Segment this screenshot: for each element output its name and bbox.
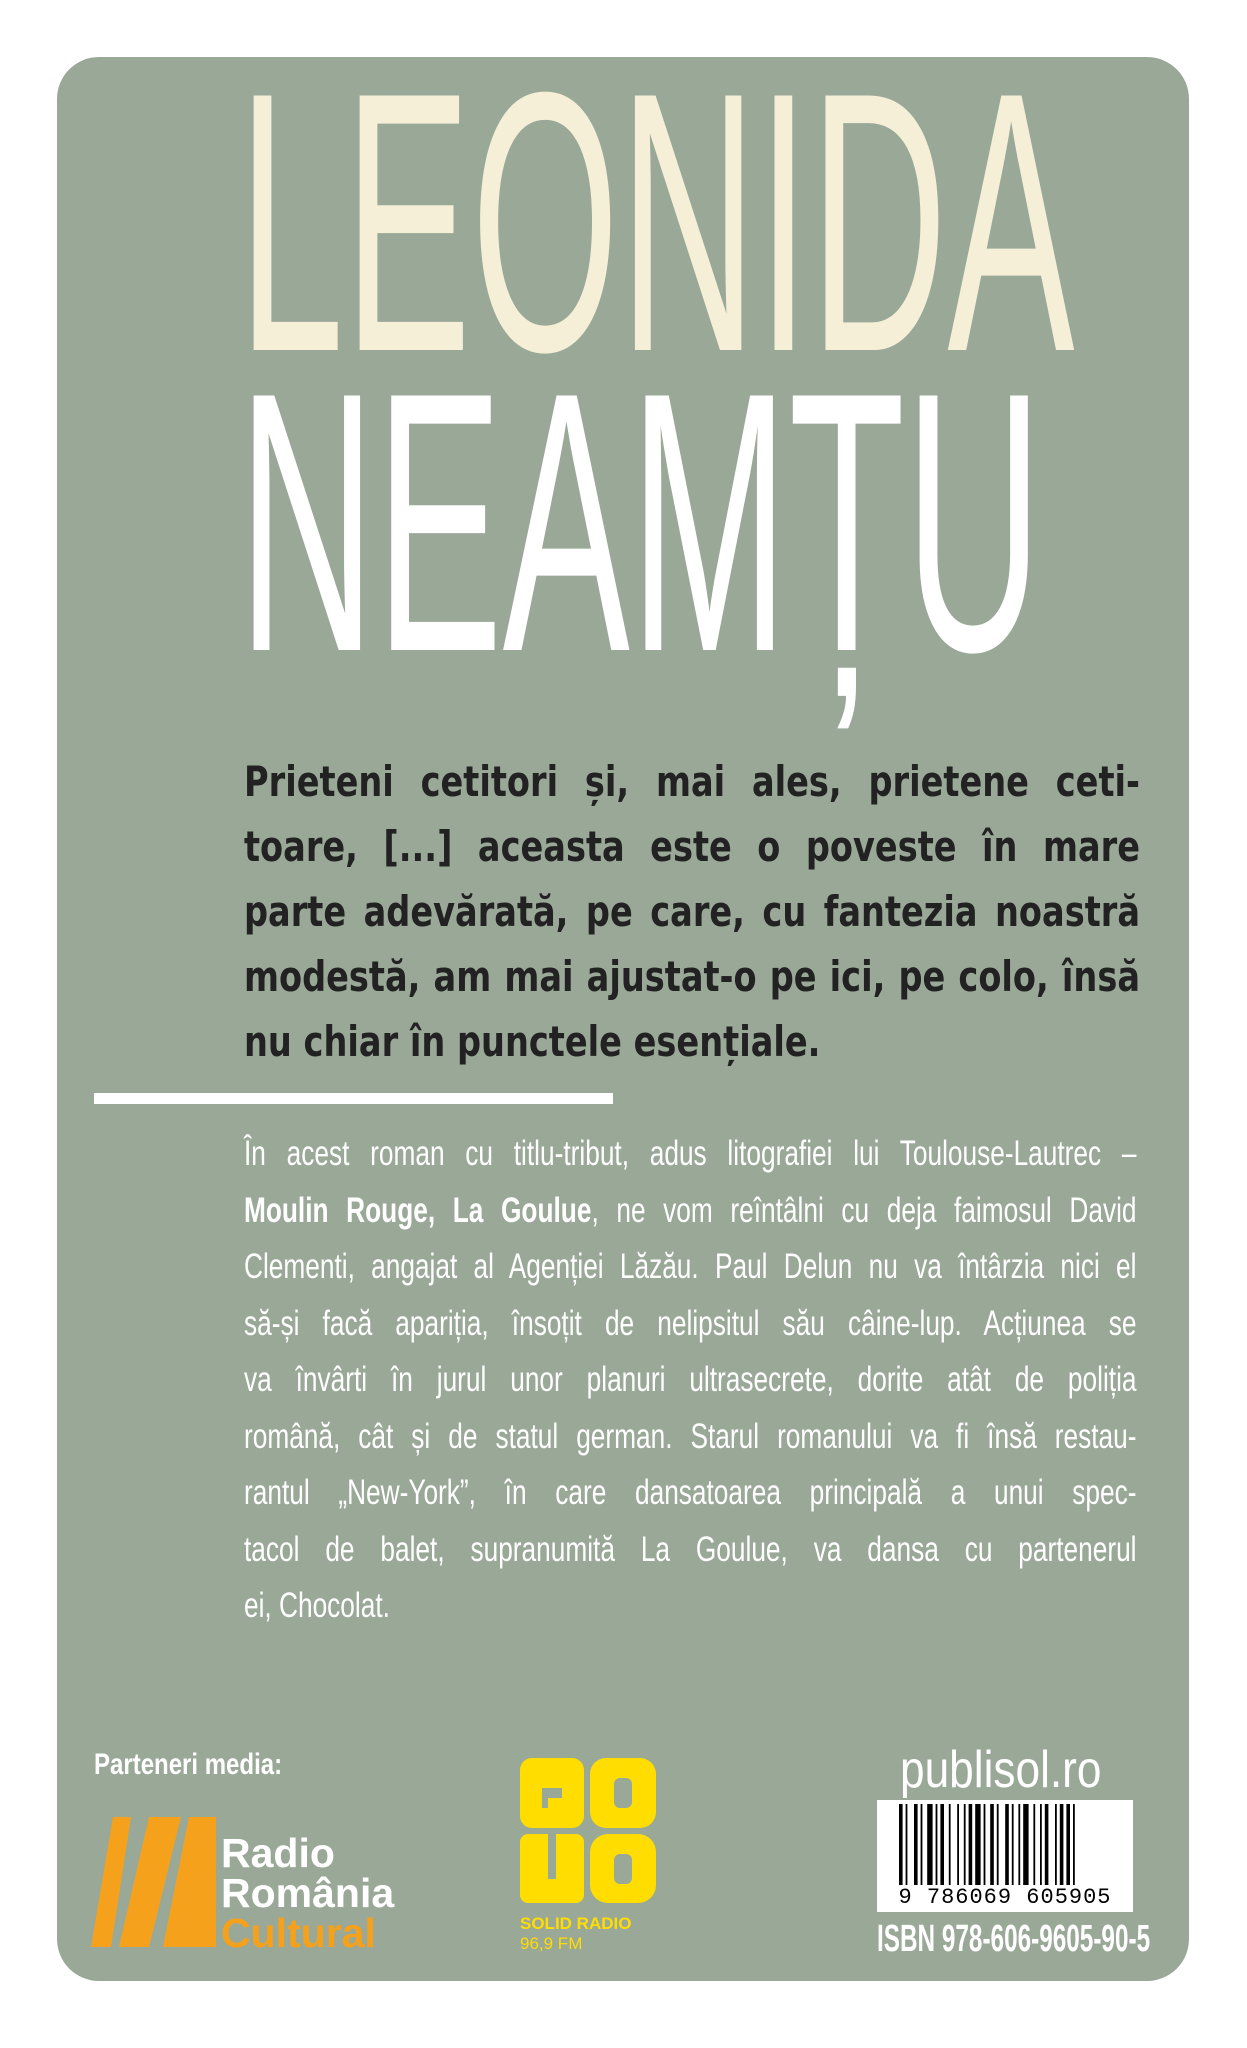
barcode-bar bbox=[1018, 1804, 1020, 1886]
barcode-bar bbox=[1012, 1804, 1014, 1886]
barcode-bar bbox=[997, 1804, 999, 1886]
barcode-bar bbox=[969, 1804, 973, 1886]
barcode-bar bbox=[949, 1804, 951, 1886]
blurb-line: Clementi, angajat al Agenției Lăzău. Paul Delun nu va întârzia nici el bbox=[244, 1247, 1137, 1286]
barcode-bar bbox=[1005, 1804, 1009, 1886]
blurb-line: În acest roman cu titlu-tribut, adus litografiei lui Toulouse-Lautrec – bbox=[244, 1134, 1137, 1173]
barcode-bar bbox=[927, 1804, 932, 1886]
barcode-bar bbox=[990, 1804, 994, 1886]
rrc-stripes-icon bbox=[91, 1815, 216, 1950]
quote-line: nu chiar în punctele esențiale. bbox=[244, 1017, 821, 1066]
isbn-number: ISBN 978-606-9605-90-5 bbox=[877, 1918, 1151, 1960]
barcode-bar bbox=[1033, 1804, 1035, 1886]
barcode-bar bbox=[1040, 1804, 1042, 1886]
radio-romania-cultural-logo bbox=[91, 1815, 421, 1955]
quote-line: toare, [...] aceasta este o poveste în mare bbox=[244, 822, 1140, 871]
gold-radio-name: SOLID RADIO bbox=[520, 1914, 632, 1933]
blurb bbox=[244, 1134, 1137, 1643]
barcode-bar bbox=[975, 1804, 980, 1886]
blurb-title-bold: Moulin Rouge, La Goulue bbox=[244, 1190, 592, 1230]
barcode-bar bbox=[1060, 1804, 1064, 1886]
barcode-bar bbox=[957, 1804, 959, 1886]
barcode-bar bbox=[936, 1804, 938, 1886]
blurb-line: rantul „New-York”, în care dansatoarea principală a unui spec- bbox=[244, 1473, 1137, 1512]
barcode-bar bbox=[984, 1804, 986, 1886]
blurb-line: română, cât și de statul german. Starul romanului va fi însă restau- bbox=[244, 1416, 1137, 1456]
divider bbox=[94, 1093, 613, 1104]
barcode-bar bbox=[940, 1804, 944, 1886]
barcode-bar bbox=[964, 1804, 966, 1886]
quote-line: parte adevărată, pe care, cu fantezia noastră bbox=[244, 887, 1140, 936]
gold-logo-icon bbox=[520, 1758, 656, 1903]
quote-line: Prieteni cetitori și, mai ales, prietene ceti- bbox=[244, 757, 1140, 806]
barcode-bar bbox=[1045, 1804, 1049, 1886]
rrc-line1: Radio bbox=[221, 1830, 335, 1876]
barcode-bar bbox=[1055, 1804, 1057, 1886]
quote-line: modestă, am mai ajustat-o pe ici, pe colo, însă bbox=[244, 952, 1140, 1001]
rrc-line3: Cultural bbox=[221, 1910, 376, 1956]
author-last-name: NEAMȚU bbox=[238, 316, 1043, 729]
isbn-barcode bbox=[877, 1800, 1133, 1912]
rrc-line2: România bbox=[221, 1870, 395, 1916]
barcode-bar bbox=[921, 1804, 923, 1886]
barcode-digits: 9 786069 605905 bbox=[877, 1885, 1133, 1910]
blurb-line bbox=[244, 1191, 1137, 1248]
partners-label: Parteneri media: bbox=[94, 1748, 283, 1781]
gold-radio-frequency: 96,9 FM bbox=[520, 1934, 583, 1953]
barcode-bar bbox=[1023, 1804, 1028, 1886]
quote-block bbox=[244, 757, 1140, 1082]
blurb-line: tacol de balet, supranumită La Goulue, va dansa cu partenerul bbox=[244, 1529, 1137, 1569]
blurb-line: ei, Chocolat. bbox=[244, 1586, 390, 1625]
blurb-text: , ne vom reîntâlni cu deja faimosul David bbox=[591, 1190, 1137, 1230]
blurb-line: va învârti în jurul unor planuri ultrasecrete, dorite atât de poliția bbox=[244, 1360, 1137, 1399]
author-first-name: LEONIDA bbox=[238, 16, 1075, 429]
blurb-line: să-și facă apariția, însoțit de nelipsitul său câine-lup. Acțiunea se bbox=[244, 1303, 1137, 1343]
publisher-website: publisol.ro bbox=[900, 1741, 1102, 1799]
barcode-bar bbox=[914, 1804, 918, 1886]
gold-radio-logo bbox=[520, 1758, 660, 1958]
